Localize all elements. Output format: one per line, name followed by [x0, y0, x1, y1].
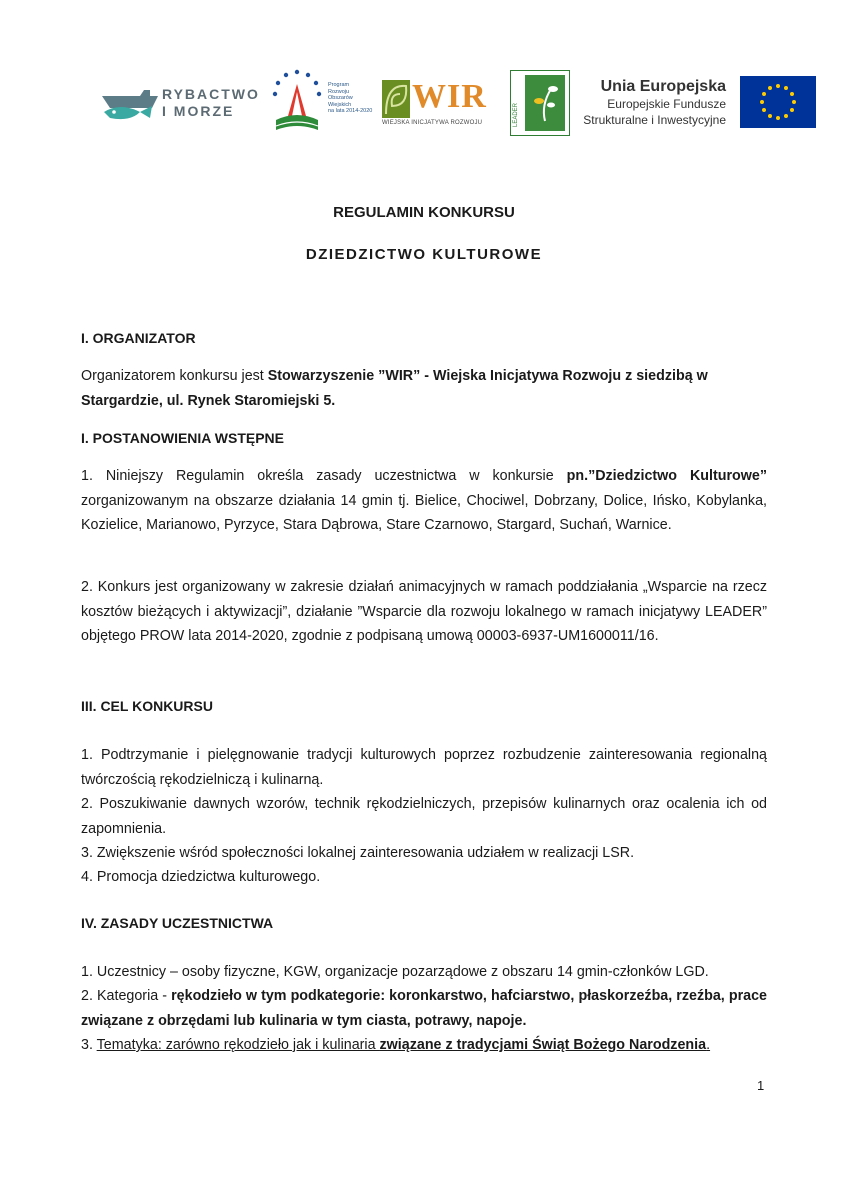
zasady-item3-pre: 3. — [81, 1037, 97, 1053]
prow-line-5: na lata 2014-2020 — [328, 108, 373, 114]
wir-subtitle: WIEJSKA INICJATYWA ROZWOJU — [382, 120, 483, 126]
organizator-pre: Organizatorem konkursu jest — [81, 368, 268, 384]
cel-item-1: 1. Podtrzymanie i pielęgnowanie tradycji kulturowych poprzez rozbudzenie zainteresowania regionalną twórczością rękodzielniczą i kulinarną. — [81, 747, 767, 788]
ue-funds-text — [576, 78, 726, 134]
fish-boat-icon — [100, 82, 160, 126]
leader-label: LEADER — [513, 102, 519, 127]
prow-line-4: Wiejskich — [328, 101, 352, 108]
logo-bar — [0, 62, 848, 142]
zasady-item-1: 1. Uczestnicy – osoby fizyczne, KGW, organizacje pozarządowe z obszaru 14 gmin-członków LGD. — [81, 964, 709, 980]
zasady-item-3 — [81, 1033, 767, 1058]
section-zasady-heading: IV. ZASADY UCZESTNICTWA — [81, 915, 274, 931]
ue-title: Unia Europejska — [600, 78, 726, 95]
page-number: 1 — [757, 1078, 765, 1093]
organizator-bold: Stowarzyszenie ”WIR” - Wiejska Inicjatywa Rozwoju z siedzibą w Stargardzie, ul. Rynek Staromiejski 5. — [81, 368, 708, 409]
postanowienia-paragraph-1 — [81, 464, 767, 538]
document-title: REGULAMIN KONKURSU — [333, 204, 515, 221]
section-organizator-text — [81, 364, 767, 413]
prow-logo — [266, 64, 376, 138]
wir-logo — [382, 78, 500, 128]
prow-line-3: Obszarów — [328, 95, 353, 101]
postanowienia-paragraph-2: 2. Konkurs jest organizowany w zakresie działań animacyjnych w ramach poddziałania „Wsparcie na rzecz kosztów bieżących i aktywizacji”, działanie ”Wsparcie dla rozwoju lokalnego w ramach inicjatywy LEADER” objętego PROW lata 2014-2020, zgodnie z podpisaną umową 00003-6937-UM1600011/16. — [81, 579, 767, 644]
cel-item-3: 3. Zwiększenie wśród społeczności lokalnej zainteresowania udziałem w realizacji LSR. — [81, 845, 635, 861]
prow-emblem-icon — [266, 64, 328, 138]
leader-logo — [510, 70, 570, 136]
wir-spiral-icon — [382, 80, 410, 118]
leader-plant-icon — [511, 71, 569, 135]
postanowienia-p1-post: zorganizowanym na obszarze działania 14 gmin tj. Bielice, Chociwel, Dobrzany, Dolice, Ińsko, Kobylanka, Kozielice, Marianowo, Pyrzyce, Stara Dąbrowa, Stare Czarnowo, Stargard, Suchań, Warnice. — [81, 492, 767, 533]
section-cel-heading: III. CEL KONKURSU — [81, 698, 213, 714]
zasady-item2-bold: rękodzieło w tym podkategorie: koronkarstwo, hafciarstwo, płaskorzeźba, rzeźba, prace związane z obrzędami lub kulinaria w tym ciasta, potrawy, napoje. — [81, 988, 767, 1029]
document-subtitle: DZIEDZICTWO KULTUROWE — [305, 246, 543, 263]
zasady-item3-underlined: Tematyka: zarówno rękodzieło jak i kulinaria — [96, 1037, 380, 1053]
zasady-item3-post: . — [706, 1037, 711, 1053]
zasady-item2-pre: 2. Kategoria - — [81, 988, 172, 1004]
section-organizator-heading: I. ORGANIZATOR — [81, 330, 196, 346]
rybactwo-line1: RYBACTWO — [162, 86, 260, 102]
rybactwo-line2: I MORZE — [162, 103, 235, 119]
eu-flag-icon — [740, 76, 816, 128]
ue-line2: Strukturalne i Inwestycyjne — [583, 113, 726, 127]
wir-name: WIR — [412, 78, 487, 115]
cel-item-2: 2. Poszukiwanie dawnych wzorów, technik rękodzielniczych, przepisów kulinarnych oraz ocalenia ich od zapomnienia. — [81, 796, 767, 837]
prow-line-2: Rozwoju — [328, 88, 350, 95]
rybactwo-i-morze-logo — [100, 82, 260, 126]
zasady-item-2 — [81, 984, 767, 1033]
postanowienia-p1-pre: 1. Niniejszy Regulamin określa zasady uczestnictwa w konkursie — [81, 468, 567, 484]
prow-line-1: Program — [328, 82, 350, 88]
cel-item-4: 4. Promocja dziedzictwa kulturowego. — [81, 869, 321, 885]
ue-line1: Europejskie Fundusze — [607, 97, 726, 111]
zasady-item3-bold-underlined: związane z tradycjami Świąt Bożego Narodzenia — [379, 1037, 707, 1053]
postanowienia-p1-bold: pn.”Dziedzictwo Kulturowe” — [566, 468, 767, 484]
section-postanowienia-heading: I. POSTANOWIENIA WSTĘPNE — [81, 430, 285, 446]
